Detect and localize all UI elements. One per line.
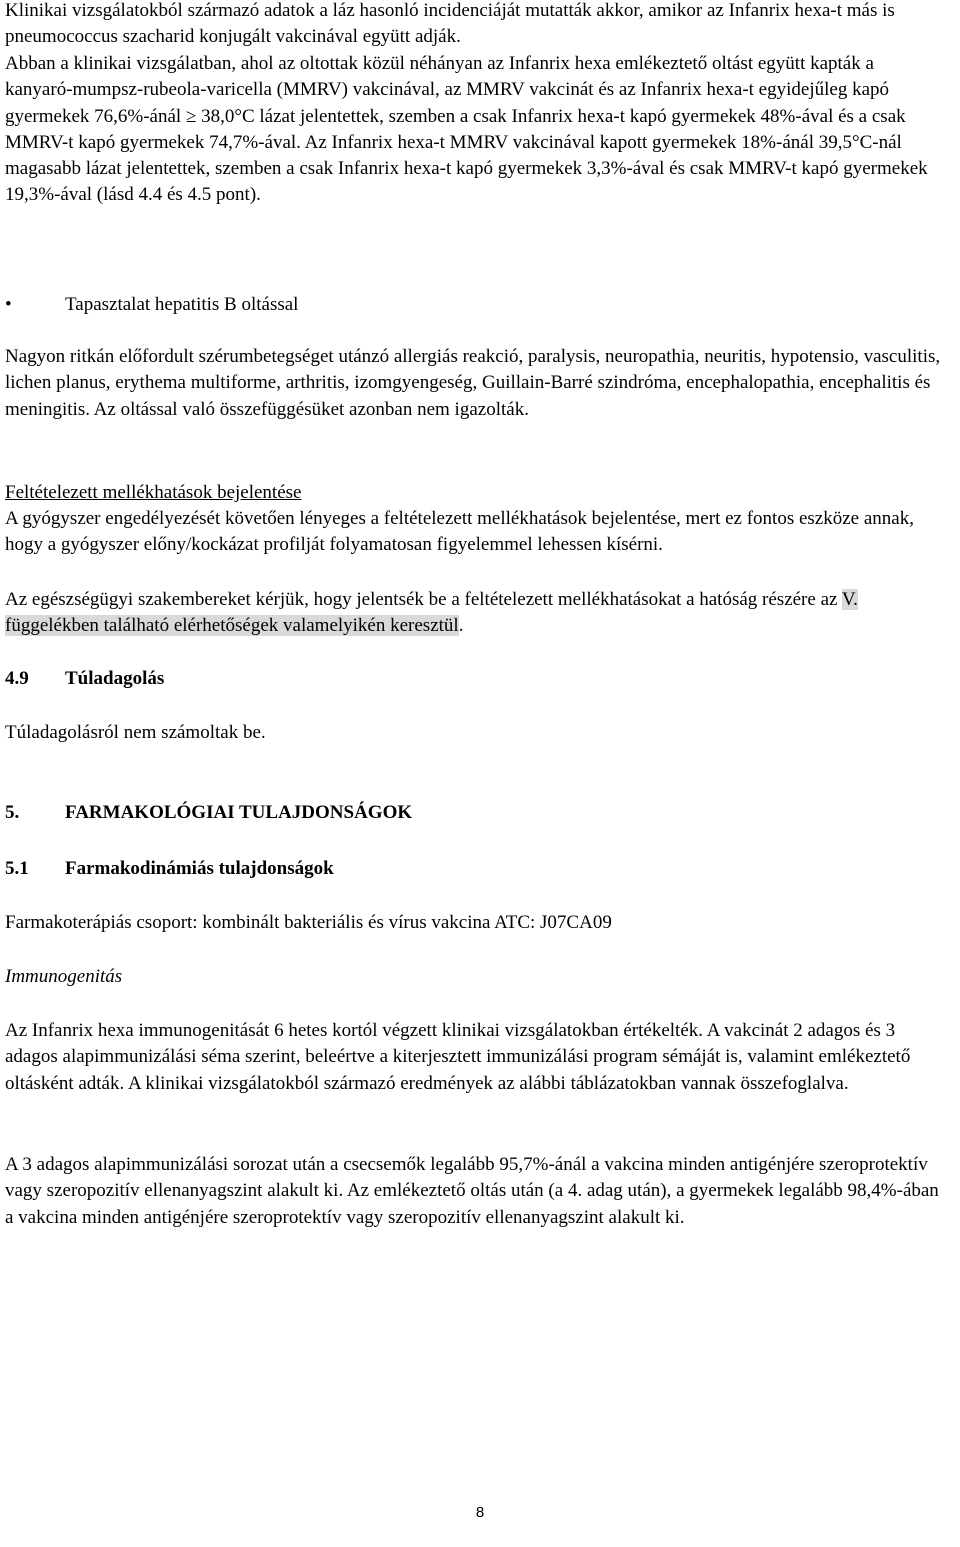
paragraph-reporting-authority — [5, 587, 943, 640]
section-heading-5-1 — [5, 856, 334, 882]
paragraph-fever-incidence: Klinikai vizsgálatokból származó adatok a láz hasonló incidenciáját mutatták akkor, amikor az Infanrix hexa-t más is pneumococcus szacharid konjugált vakcinával együtt adják. — [5, 0, 895, 48]
paragraph-mmrv-study: Abban a klinikai vizsgálatban, ahol az oltottak közül néhányan az Infanrix hexa emlékeztető oltást együtt kapták a kanyaró-mumpsz-rubeola-varicella (MMRV) vakcinával, az MMRV vakcinát és az Infanrix hexa-t egyidejűleg kapó gyermekek 76,6%-ánál ≥ 38,0°C lázat jelentettek, szemben a csak Infanrix hexa-t kapó gyermekek 48%-ával és a csak MMRV-t kapó gyermekek 74,7%-ával. Az Infanrix hexa-t MMRV vakcinával kapott gyermekek 18%-ánál 39,5°C-nál magasabb lázat jelentettek, szemben a csak Infanrix hexa-t kapó gyermekek 3,3%-ával és csak MMRV-t kapó gyermekek 19,3%-ával (lásd 4.4 és 4.5 pont). — [5, 53, 928, 206]
section-number: 4.9 — [5, 668, 29, 689]
section-heading-4-9 — [5, 666, 164, 692]
page-number: 8 — [475, 1504, 485, 1521]
paragraph-immunogenicity: Az Infanrix hexa immunogenitását 6 hetes kortól végzett klinikai vizsgálatokban értékelték. A vakcinát 2 adagos és 3 adagos alapimmunizálási séma szerint, beleértve a kiterjesztett immunizálási program sémáját is, valamint emlékeztető oltásként adták. A klinikai vizsgálatokból származó eredmények az alábbi táblázatokban vannak összefoglalva. — [5, 1020, 911, 1094]
appendix-link[interactable]: V. függelékben található elérhetőségek valamelyikén keresztül — [5, 589, 858, 637]
section-title: Túladagolás — [65, 668, 165, 689]
paragraph-immunogenicity-results: A 3 adagos alapimmunizálási sorozat után a csecsemők legalább 95,7%-ánál a vakcina minden antigénjére szeroprotektív vagy szeropozitív ellenanyagszint alakult ki. Az emlékeztető oltás után (a 4. adag után), a gyermekek legalább 98,4%-ában a vakcina minden antigénjére szeroprotektív vagy szeropozitív ellenanyagszint alakult ki. — [5, 1154, 939, 1228]
bullet-dot-icon: • — [5, 294, 12, 315]
paragraph-atc: Farmakoterápiás csoport: kombinált bakteriális és vírus vakcina ATC: J07CA09 — [5, 912, 612, 933]
reporting-period: . — [458, 615, 464, 637]
reporting-heading: Feltételezett mellékhatások bejelentése — [5, 482, 302, 503]
reporting-text: Az egészségügyi szakembereket kérjük, hogy jelentsék be a feltételezett mellékhatásokat a hatóság részére az — [5, 589, 842, 610]
paragraph-reporting: A gyógyszer engedélyezését követően lényeges a feltételezett mellékhatások bejelentése, mert ez fontos eszköze annak, hogy a gyógyszer előny/kockázat profilját folyamatosan figyelemmel lehessen kísérni. — [5, 508, 914, 556]
section-number: 5. — [5, 802, 20, 823]
bullet-label: Tapasztalat hepatitis B oltással — [65, 294, 299, 315]
section-title: Farmakodinámiás tulajdonságok — [65, 858, 334, 879]
paragraph-overdose: Túladagolásról nem számoltak be. — [5, 722, 266, 743]
paragraph-hepatitis-b: Nagyon ritkán előfordult szérumbetegséget utánzó allergiás reakció, paralysis, neuropathia, neuritis, hypotensio, vasculitis, lichen planus, erythema multiforme, arthritis, izomgyengeség, Guillain-Barré szindróma, encephalopathia, encephalitis és meningitis. Az oltással való összefüggésüket azonban nem igazolták. — [5, 346, 941, 420]
section-heading-5 — [5, 800, 412, 826]
section-title: FARMAKOLÓGIAI TULAJDONSÁGOK — [65, 802, 413, 823]
immunogenicity-heading: Immunogenitás — [5, 966, 123, 987]
section-number: 5.1 — [5, 858, 29, 879]
